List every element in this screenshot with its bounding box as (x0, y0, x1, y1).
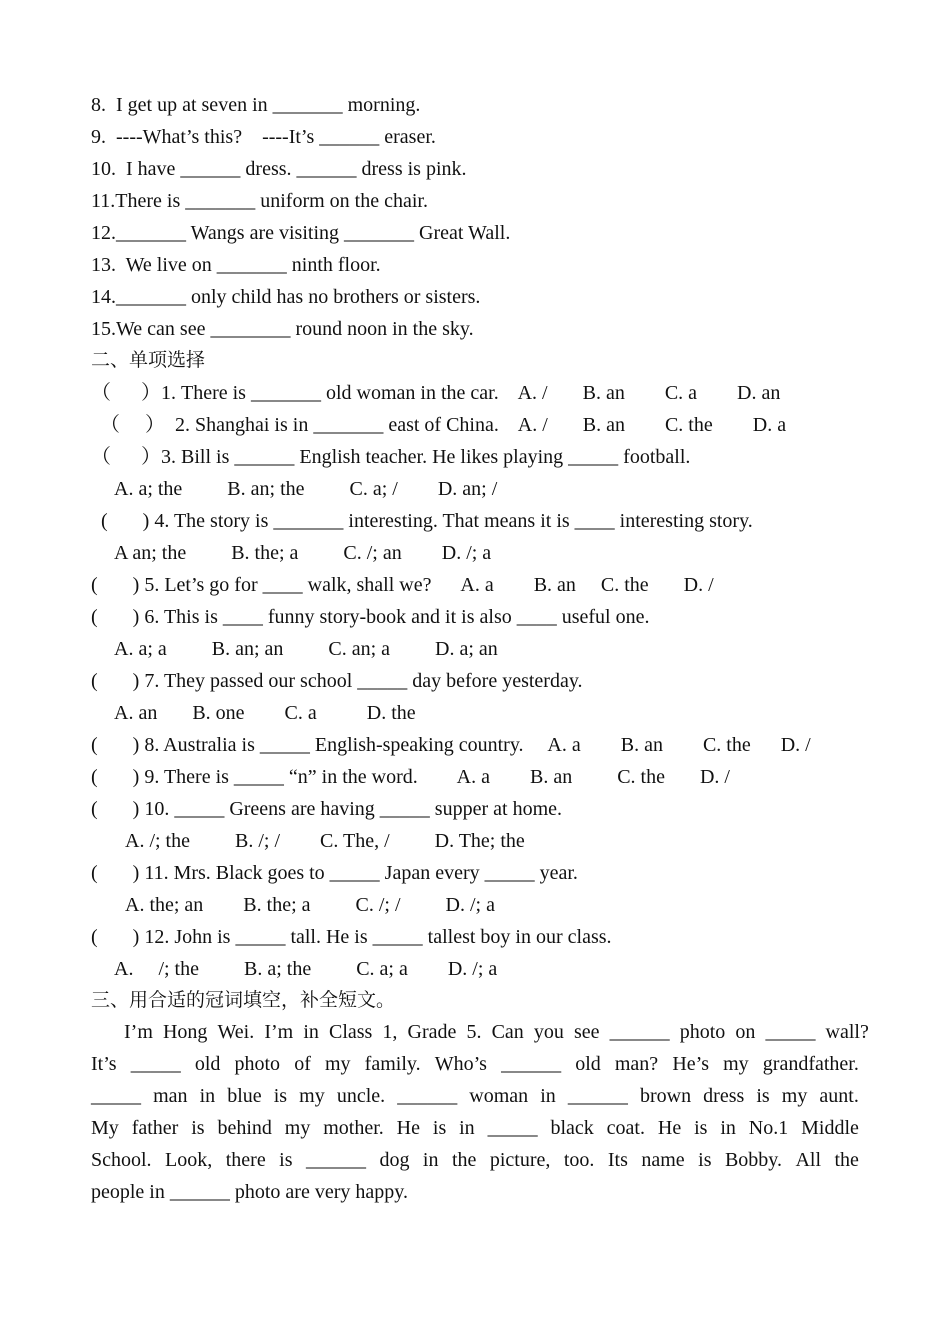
passage-word: blue (227, 1085, 262, 1107)
passage-word: is (698, 1149, 712, 1171)
passage-word: the (834, 1149, 859, 1171)
passage-word: in (422, 1149, 439, 1171)
mc-question-9: ( ) 9. There is _____ “n” in the word. A. a B. an C. the D. / (91, 766, 730, 788)
passage-word: _____ (91, 1085, 141, 1107)
passage-word: the (451, 1149, 477, 1171)
passage-word: is (756, 1085, 770, 1107)
mc-question-4: ( ) 4. The story is _______ interesting. That means it is ____ interesting story. (101, 510, 753, 532)
passage-word: is (273, 1085, 288, 1107)
passage-line-3 (91, 1084, 859, 1108)
mc-question-5: ( ) 5. Let’s go for ____ walk, shall we? A. a B. an C. the D. / (91, 574, 714, 596)
passage-word: He (657, 1117, 682, 1139)
passage-word: in (720, 1117, 736, 1139)
passage-word: ______ (305, 1149, 366, 1171)
section-2-heading: 二、单项选择 (91, 349, 206, 371)
mc-options-11: A. the; an B. the; a C. /; / D. /; a (125, 894, 495, 916)
passage-word: is (279, 1149, 293, 1171)
passage-word: brown (639, 1085, 692, 1107)
passage-word: family. (364, 1053, 421, 1075)
passage-word: photo (234, 1053, 281, 1075)
passage-word: in (459, 1117, 475, 1139)
passage-word: Look, (165, 1149, 213, 1171)
question-13: 13. We live on _______ ninth floor. (91, 254, 381, 276)
passage-word: No.1 (748, 1117, 789, 1139)
question-10: 10. I have ______ dress. ______ dress is pink. (91, 158, 467, 180)
question-8: 8. I get up at seven in _______ morning. (91, 94, 421, 116)
passage-word: man (153, 1085, 188, 1107)
passage-word: ______ (609, 1021, 670, 1043)
passage-word: Its (607, 1149, 628, 1171)
passage-word: uncle. (336, 1085, 386, 1107)
passage-word: grandfather. (762, 1053, 859, 1075)
mc-question-7: ( ) 7. They passed our school _____ day before yesterday. (91, 670, 583, 692)
mc-question-2: （ ） 2. Shanghai is in _______ east of China. A. / B. an C. the D. a (100, 414, 787, 436)
passage-word: coat. (606, 1117, 645, 1139)
passage-word: there (225, 1149, 266, 1171)
passage-word: dog (379, 1149, 410, 1171)
passage-word: _____ (130, 1053, 181, 1075)
passage-word: too. (563, 1149, 595, 1171)
passage-word: my (781, 1085, 808, 1107)
mc-options-10: A. /; the B. /; / C. The, / D. The; the (125, 830, 525, 852)
passage-word: School. (91, 1149, 152, 1171)
passage-word: my (324, 1053, 351, 1075)
mc-question-10: ( ) 10. _____ Greens are having _____ supper at home. (91, 798, 562, 820)
mc-question-3: （ ）3. Bill is ______ English teacher. He likes playing _____ football. (91, 446, 691, 468)
passage-word: He (396, 1117, 420, 1139)
passage-word: ______ (397, 1085, 458, 1107)
passage-word: in (199, 1085, 216, 1107)
passage-word: _____ (765, 1021, 816, 1043)
mc-options-12: A. /; the B. a; the C. a; a D. /; a (114, 958, 498, 980)
passage-word: of (294, 1053, 311, 1075)
passage-word: ______ (501, 1053, 562, 1075)
passage-word: _____ (487, 1117, 538, 1139)
passage-line-4 (91, 1116, 859, 1140)
passage-word: woman (469, 1085, 529, 1107)
passage-word: photo (679, 1021, 726, 1043)
passage-word: I’m (124, 1021, 153, 1043)
passage-line-2 (91, 1052, 859, 1076)
section-3-heading: 三、用合适的冠词填空，补全短文。 (91, 989, 396, 1011)
passage-word: is (694, 1117, 708, 1139)
passage-word: He’s (672, 1053, 709, 1075)
mc-options-3: A. a; the B. an; the C. a; / D. an; / (114, 478, 498, 500)
mc-options-4: A an; the B. the; a C. /; an D. /; a (114, 542, 492, 564)
passage-word: Wei. (217, 1021, 255, 1043)
passage-word: Grade (407, 1021, 457, 1043)
passage-word: on (735, 1021, 756, 1043)
passage-word: my (723, 1053, 749, 1075)
passage-word: I’m (264, 1021, 294, 1043)
passage-word: father (131, 1117, 179, 1139)
mc-question-12: ( ) 12. John is _____ tall. He is _____ tallest boy in our class. (91, 926, 612, 948)
passage-word: mother. (323, 1117, 384, 1139)
passage-word: Bobby. (724, 1149, 782, 1171)
mc-question-1: （ ）1. There is _______ old woman in the car. A. / B. an C. a D. an (91, 382, 781, 404)
mc-question-8: ( ) 8. Australia is _____ English-speaking country. A. a B. an C. the D. / (91, 734, 811, 756)
passage-word: 5. (466, 1021, 482, 1043)
passage-word: man? (614, 1053, 659, 1075)
passage-word: It’s (91, 1053, 117, 1075)
passage-word: Middle (801, 1117, 859, 1139)
mc-options-6: A. a; a B. an; an C. an; a D. a; an (114, 638, 498, 660)
passage-word: ______ (567, 1085, 628, 1107)
question-14: 14._______ only child has no brothers or sisters. (91, 286, 481, 308)
mc-options-7: A. an B. one C. a D. the (114, 702, 416, 724)
question-11: 11.There is _______ uniform on the chair. (91, 190, 428, 212)
passage-line-6: people in ______ photo are very happy. (91, 1181, 408, 1203)
passage-word: behind (217, 1117, 272, 1139)
passage-word: see (573, 1021, 600, 1043)
passage-word: my (299, 1085, 325, 1107)
passage-word: picture, (489, 1149, 551, 1171)
question-9: 9. ----What’s this? ----It’s ______ eraser. (91, 126, 436, 148)
passage-line-1 (124, 1020, 869, 1044)
passage-word: in (540, 1085, 556, 1107)
passage-word: old (575, 1053, 601, 1075)
passage-word: All (795, 1149, 822, 1171)
passage-word: 1, (382, 1021, 398, 1043)
passage-word: you (533, 1021, 564, 1043)
passage-word: old (194, 1053, 221, 1075)
passage-word: My (91, 1117, 119, 1139)
question-15: 15.We can see ________ round noon in the sky. (91, 318, 474, 340)
mc-question-11: ( ) 11. Mrs. Black goes to _____ Japan every _____ year. (91, 862, 578, 884)
question-12: 12._______ Wangs are visiting _______ Great Wall. (91, 222, 511, 244)
passage-word: black (550, 1117, 594, 1139)
passage-word: in (303, 1021, 319, 1043)
mc-question-6: ( ) 6. This is ____ funny story-book and it is also ____ useful one. (91, 606, 650, 628)
passage-word: Who’s (434, 1053, 487, 1075)
passage-word: is (432, 1117, 447, 1139)
passage-word: wall? (825, 1021, 869, 1043)
passage-word: aunt. (819, 1085, 859, 1107)
passage-word: Class (328, 1021, 373, 1043)
passage-word: my (284, 1117, 311, 1139)
passage-word: dress (703, 1085, 745, 1107)
passage-word: Hong (162, 1021, 208, 1043)
passage-line-5 (91, 1148, 859, 1172)
passage-word: name (641, 1149, 685, 1171)
passage-word: is (191, 1117, 205, 1139)
passage-word: Can (491, 1021, 524, 1043)
